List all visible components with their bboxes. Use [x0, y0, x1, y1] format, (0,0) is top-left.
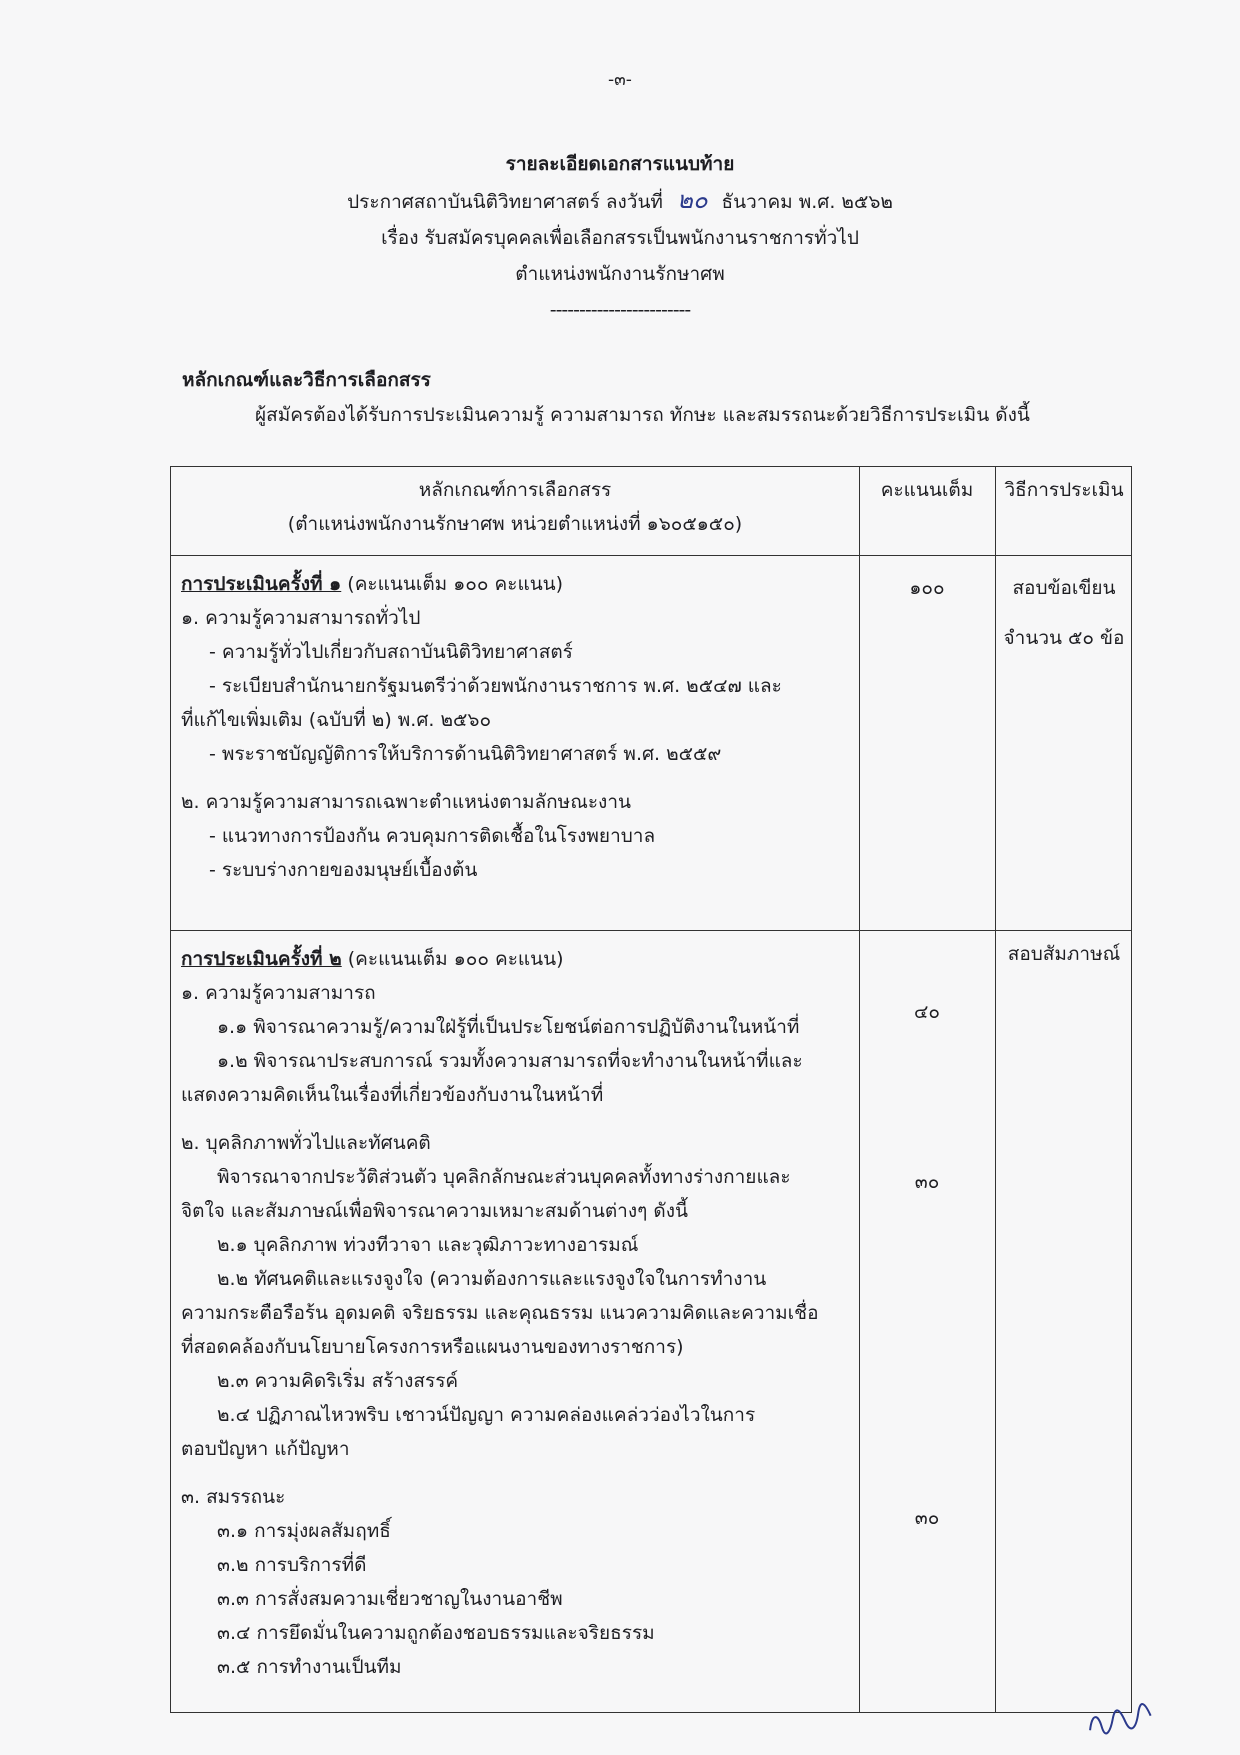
page-number: -๓-: [608, 70, 632, 90]
round2-score-personality: ๓๐: [914, 1171, 940, 1193]
list-item: ๓.๒ การบริการที่ดี: [217, 1554, 367, 1576]
announcement-line: [0, 182, 1240, 220]
list-item: ๒. ความรู้ความสามารถเฉพาะตำแหน่งตามลักษณะงาน: [181, 791, 631, 813]
intro-text: ผู้สมัครต้องได้รับการประเมินความรู้ ความสามารถ ทักษะ และสมรรถนะด้วยวิธีการประเมิน ดังนี้: [255, 404, 1030, 426]
list-item: ๒. บุคลิกภาพทั่วไปและทัศนคติ: [181, 1132, 431, 1154]
round1-score: ๑๐๐: [909, 577, 945, 599]
header-criteria-line1: หลักเกณฑ์การเลือกสรร: [418, 479, 612, 501]
list-item: ความกระตือรือร้น อุดมคติ จริยธรรม และคุณธรรม แนวความคิดและความเชื่อ: [181, 1302, 819, 1324]
header-criteria: [171, 473, 859, 541]
announcement-suffix: ธันวาคม พ.ศ. ๒๕๖๒: [721, 191, 893, 213]
header-method: วิธีการประเมิน: [1004, 479, 1124, 501]
row-divider: [171, 555, 1131, 556]
row-divider: [171, 930, 1131, 931]
round2-score-competency: ๓๐: [914, 1507, 940, 1529]
document-title: รายละเอียดเอกสารแนบท้าย: [505, 153, 735, 175]
round1-method-line1: สอบข้อเขียน: [1012, 577, 1116, 599]
section-title: หลักเกณฑ์และวิธีการเลือกสรร: [182, 369, 431, 391]
header-score: คะแนนเต็ม: [880, 479, 974, 501]
round2-title: การประเมินครั้งที่ ๒: [181, 948, 342, 970]
round2-method: สอบสัมภาษณ์: [1007, 943, 1121, 965]
list-item: ๓.๕ การทำงานเป็นทีม: [217, 1656, 402, 1678]
round2-title-note: (คะแนนเต็ม ๑๐๐ คะแนน): [347, 948, 564, 970]
list-item: ๓.๔ การยึดมั่นในความถูกต้องชอบธรรมและจริยธรรม: [217, 1622, 655, 1644]
list-item: ๓.๑ การมุ่งผลสัมฤทธิ์: [217, 1520, 391, 1542]
list-item: ๑.๑ พิจารณาความรู้/ความใฝ่รู้ที่เป็นประโยชน์ต่อการปฏิบัติงานในหน้าที่: [217, 1016, 800, 1038]
list-item: ๓. สมรรถนะ: [181, 1486, 286, 1508]
round2-title-line: [181, 942, 851, 976]
round1-method-line2: จำนวน ๕๐ ข้อ: [1003, 627, 1125, 649]
list-item: ๑. ความรู้ความสามารถทั่วไป: [181, 607, 421, 629]
list-item: ที่แก้ไขเพิ่มเติม (ฉบับที่ ๒) พ.ศ. ๒๕๖๐: [181, 709, 492, 731]
criteria-table: [170, 466, 1132, 1713]
list-item: - ระเบียบสำนักนายกรัฐมนตรีว่าด้วยพนักงานราชการ พ.ศ. ๒๕๔๗ และ: [209, 675, 782, 697]
list-item: พิจารณาจากประวัติส่วนตัว บุคลิกลักษณะส่วนบุคคลทั้งทางร่างกายและ: [217, 1166, 791, 1188]
list-item: แสดงความคิดเห็นในเรื่องที่เกี่ยวข้องกับงานในหน้าที่: [181, 1084, 604, 1106]
list-item: ๒.๓ ความคิดริเริ่ม สร้างสรรค์: [217, 1370, 459, 1392]
list-item: ๓.๓ การสั่งสมความเชี่ยวชาญในงานอาชีพ: [217, 1588, 563, 1610]
document-header: [0, 146, 1240, 328]
list-item: ๒.๑ บุคลิกภาพ ท่วงทีวาจา และวุฒิภาวะทางอารมณ์: [217, 1234, 639, 1256]
header-divider: ------------------------: [549, 299, 691, 321]
list-item: ๒.๔ ปฏิภาณไหวพริบ เชาวน์ปัญญา ความคล่องแคล่วว่องไวในการ: [217, 1404, 756, 1426]
list-item: - พระราชบัญญัติการให้บริการด้านนิติวิทยาศาสตร์ พ.ศ. ๒๕๕๙: [209, 743, 722, 765]
signature-initials: [1082, 1695, 1157, 1745]
round1-criteria: [181, 567, 851, 887]
column-divider: [995, 467, 996, 1712]
round2-criteria: [181, 942, 851, 1684]
position-line: ตำแหน่งพนักงานรักษาศพ: [515, 263, 725, 285]
list-item: - แนวทางการป้องกัน ควบคุมการติดเชื้อในโรงพยาบาล: [209, 825, 656, 847]
round1-title-note: (คะแนนเต็ม ๑๐๐ คะแนน): [347, 573, 564, 595]
handwritten-day: ๒๐: [677, 186, 708, 214]
round1-title: การประเมินครั้งที่ ๑: [181, 573, 342, 595]
list-item: ๑. ความรู้ความสามารถ: [181, 982, 376, 1004]
header-criteria-line2: (ตำแหน่งพนักงานรักษาศพ หน่วยตำแหน่งที่ ๑๖๐๕๑๕๐): [287, 513, 743, 535]
subject-line: เรื่อง รับสมัครบุคคลเพื่อเลือกสรรเป็นพนักงานราชการทั่วไป: [381, 227, 859, 249]
list-item: ๒.๒ ทัศนคติและแรงจูงใจ (ความต้องการและแรงจูงใจในการทำงาน: [217, 1268, 767, 1290]
list-item: ๑.๒ พิจารณาประสบการณ์ รวมทั้งความสามารถที่จะทำงานในหน้าที่และ: [217, 1050, 803, 1072]
round2-score-knowledge: ๔๐: [914, 1001, 940, 1023]
list-item: ตอบปัญหา แก้ปัญหา: [181, 1438, 350, 1460]
round1-title-line: [181, 567, 851, 601]
list-item: - ความรู้ทั่วไปเกี่ยวกับสถาบันนิติวิทยาศาสตร์: [209, 641, 573, 663]
list-item: จิตใจ และสัมภาษณ์เพื่อพิจารณาความเหมาะสมด้านต่างๆ ดังนี้: [181, 1200, 688, 1222]
list-item: - ระบบร่างกายของมนุษย์เบื้องต้น: [209, 859, 478, 881]
announcement-prefix: ประกาศสถาบันนิติวิทยาศาสตร์ ลงวันที่: [347, 191, 663, 213]
list-item: ที่สอดคล้องกับนโยบายโครงการหรือแผนงานของทางราชการ): [181, 1336, 684, 1358]
